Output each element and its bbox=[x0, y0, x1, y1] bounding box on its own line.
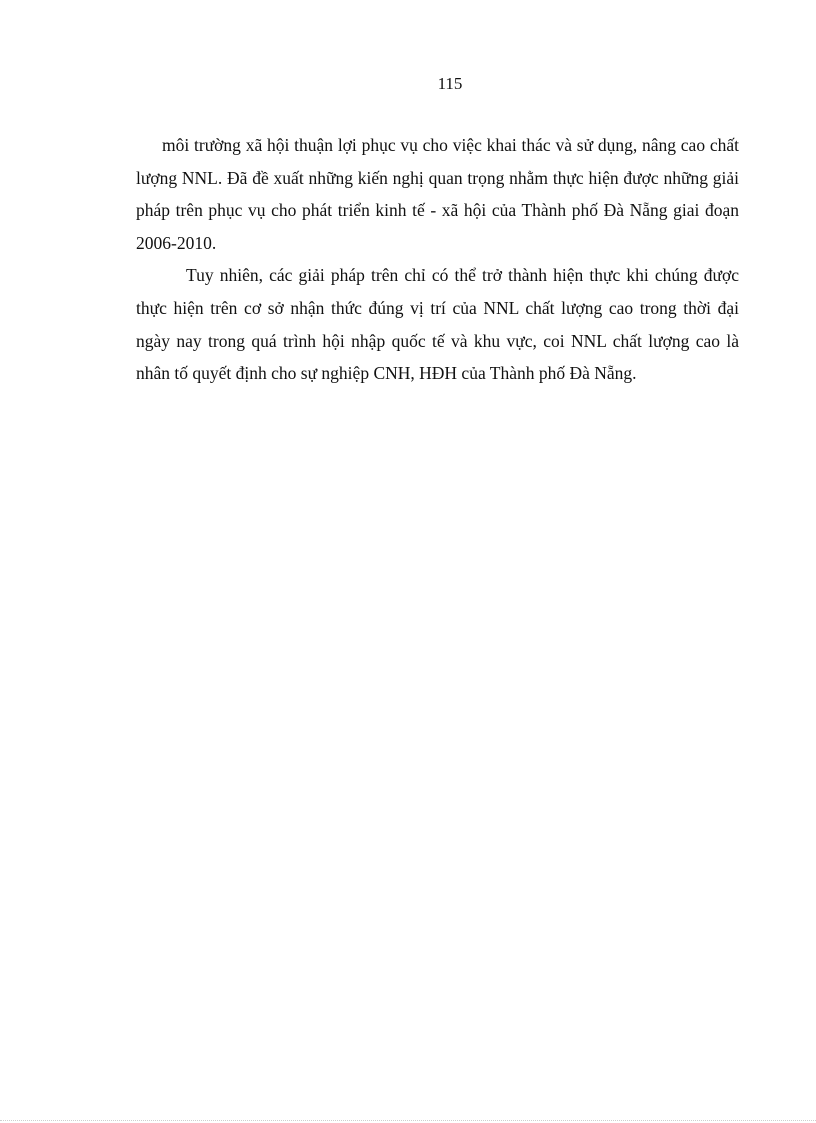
page-bottom-divider bbox=[0, 1120, 816, 1121]
document-body bbox=[136, 129, 739, 390]
paragraph-conclusion: Tuy nhiên, các giải pháp trên chỉ có thể trở thành hiện thực khi chúng được thực hiện trên cơ sở nhận thức đúng vị trí của NNL chất lượng cao trong thời đại ngày nay trong quá trình hội nhập quốc tế và khu vực, coi NNL chất lượng cao là nhân tố quyết định cho sự nghiệp CNH, HĐH của Thành phố Đà Nẵng. bbox=[136, 265, 739, 384]
paragraph-continuation: môi trường xã hội thuận lợi phục vụ cho việc khai thác và sử dụng, nâng cao chất lượng NNL. Đã đề xuất những kiến nghị quan trọng nhằm thực hiện được những giải pháp trên phục vụ cho phát triển kinh tế - xã hội của Thành phố Đà Nẵng giai đoạn 2006-2010. bbox=[136, 135, 739, 253]
page-number: 115 bbox=[437, 74, 463, 93]
